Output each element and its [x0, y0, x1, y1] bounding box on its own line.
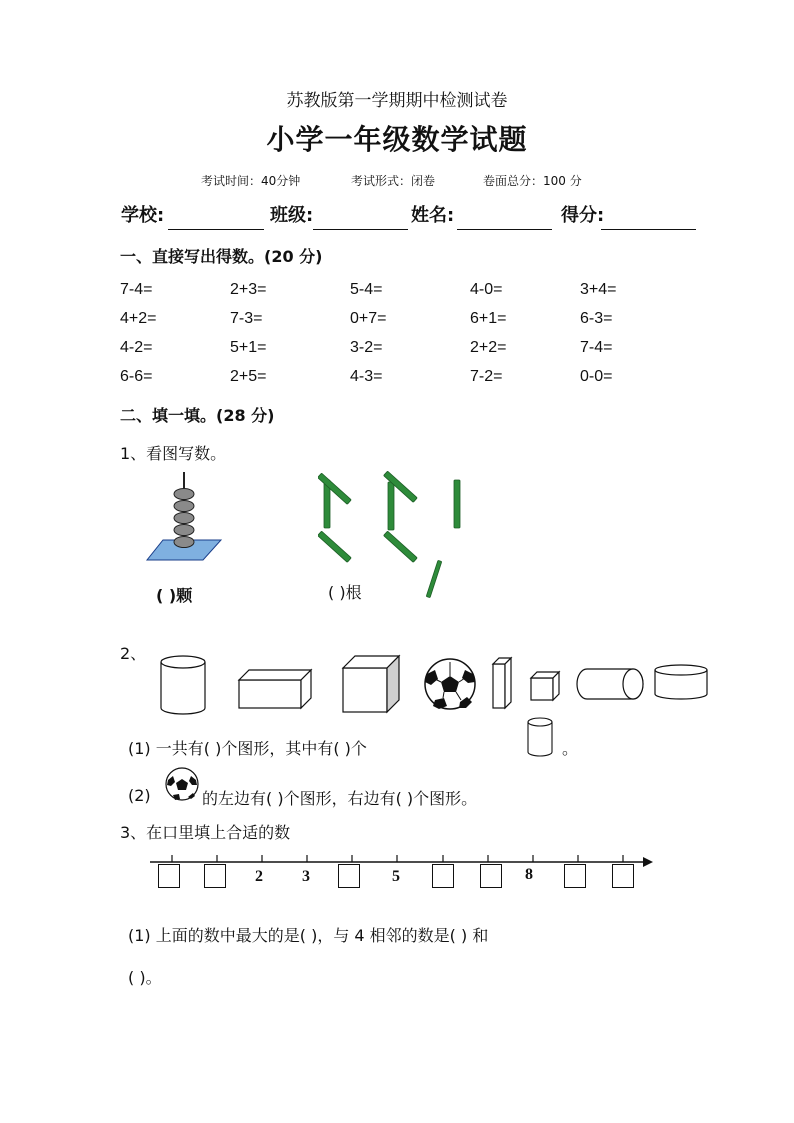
- number-line-label: 3: [302, 868, 310, 885]
- q2-line2-prefix: (2): [128, 786, 151, 805]
- name-label: 姓名:: [411, 205, 455, 226]
- score-blank[interactable]: [601, 229, 696, 230]
- score-label: 得分:: [561, 205, 605, 226]
- shapes-row: [155, 652, 715, 718]
- cylinder-icon: [161, 656, 205, 714]
- equation-item[interactable]: 7-2=: [470, 368, 503, 385]
- number-line-label: 8: [525, 866, 533, 883]
- equation-item[interactable]: 5-4=: [350, 281, 383, 298]
- exam-title: 小学一年级数学试题: [266, 123, 528, 156]
- q3-label: 3、在口里填上合适的数: [120, 823, 291, 842]
- equation-item[interactable]: 3-2=: [350, 339, 383, 356]
- exam-time: 考试时间：40分钟: [201, 174, 301, 188]
- q2-label: 2、: [120, 644, 147, 663]
- q1-label: 1、看图写数。: [120, 444, 227, 463]
- section1-title: 一、直接写出得数。(20 分): [120, 247, 323, 266]
- number-line-label: 2: [255, 868, 263, 885]
- soccer-ball-icon: [164, 766, 200, 802]
- cylinder-icon: [525, 716, 555, 758]
- q3-question-line1: (1) 上面的数中最大的是( )，与 4 相邻的数是( ) 和: [128, 926, 489, 945]
- number-box[interactable]: [564, 864, 586, 888]
- equation-item[interactable]: 2+3=: [230, 281, 267, 298]
- q2-line1-end: 。: [562, 739, 579, 758]
- equation-item[interactable]: 7-4=: [580, 339, 613, 356]
- total-score: 卷面总分：100 分: [483, 174, 582, 188]
- equation-item[interactable]: 4+2=: [120, 310, 157, 327]
- name-blank[interactable]: [457, 229, 552, 230]
- exam-form: 考试形式：闭卷: [351, 174, 436, 188]
- equation-item[interactable]: 4-3=: [350, 368, 383, 385]
- equation-item[interactable]: 4-0=: [470, 281, 503, 298]
- equation-item[interactable]: 6-6=: [120, 368, 153, 385]
- cuboid-icon: [239, 670, 311, 708]
- q2-line1: (1) 一共有( )个图形，其中有( )个: [128, 739, 367, 758]
- number-box[interactable]: [480, 864, 502, 888]
- number-line-label: 5: [392, 868, 400, 885]
- q2-line2: 的左边有( )个图形，右边有( )个图形。: [202, 789, 478, 808]
- equation-item[interactable]: 0+7=: [350, 310, 387, 327]
- class-label: 班级:: [270, 205, 314, 226]
- school-blank[interactable]: [168, 229, 264, 230]
- abacus-answer-blank[interactable]: ( )颗: [156, 586, 193, 605]
- soccer-ball-icon: [425, 659, 475, 709]
- number-box[interactable]: [432, 864, 454, 888]
- equation-item[interactable]: 7-4=: [120, 281, 153, 298]
- number-box[interactable]: [338, 864, 360, 888]
- sticks-answer-blank[interactable]: ( )根: [328, 583, 362, 602]
- equation-item[interactable]: 5+1=: [230, 339, 267, 356]
- q3-question-line2: ( )。: [128, 968, 162, 987]
- class-blank[interactable]: [313, 229, 408, 230]
- equation-item[interactable]: 7-3=: [230, 310, 263, 327]
- equation-item[interactable]: 6+1=: [470, 310, 507, 327]
- cube-icon: [343, 656, 399, 712]
- number-box[interactable]: [204, 864, 226, 888]
- school-label: 学校:: [121, 205, 165, 226]
- equation-item[interactable]: 4-2=: [120, 339, 153, 356]
- section2-title: 二、填一填。(28 分): [120, 406, 275, 425]
- equation-item[interactable]: 2+5=: [230, 368, 267, 385]
- exam-subtitle: 苏教版第一学期期中检测试卷: [286, 91, 508, 111]
- number-box[interactable]: [612, 864, 634, 888]
- sticks-icon: [318, 460, 468, 600]
- equation-item[interactable]: 6-3=: [580, 310, 613, 327]
- equation-item[interactable]: 3+4=: [580, 281, 617, 298]
- equation-item[interactable]: 2+2=: [470, 339, 507, 356]
- abacus-icon: [145, 470, 225, 565]
- number-box[interactable]: [158, 864, 180, 888]
- equation-item[interactable]: 0-0=: [580, 368, 613, 385]
